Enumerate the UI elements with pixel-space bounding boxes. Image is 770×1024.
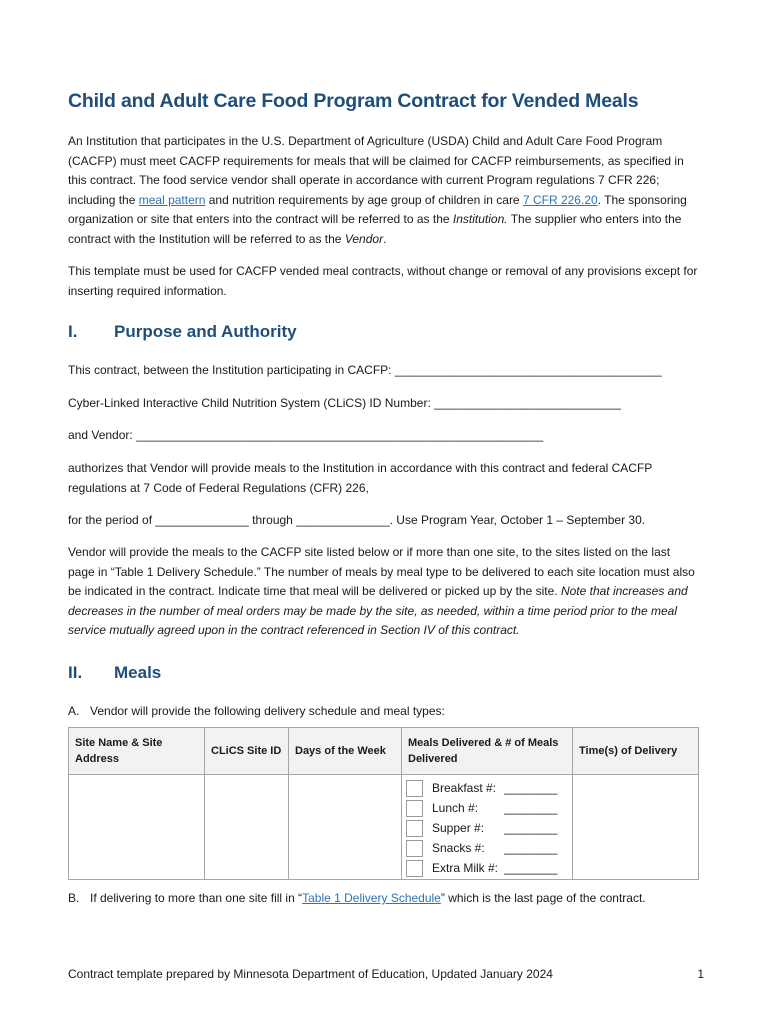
cfr-226-20-link[interactable]: 7 CFR 226.20 bbox=[522, 192, 598, 207]
intro-text-1: An Institution that participates in the U.S. Department of Agriculture (USDA) Child and Adult Care Food Program (CACFP) must meet CACFP requirements for meals that will be claimed for CACFP reimbursements, as specified in this contract. The food service vendor shall operate in accordance with current Program regulations 7 CFR 226; including the bbox=[68, 134, 684, 207]
footer-text: Contract template prepared by Minnesota Department of Education, Updated January 2024 bbox=[68, 967, 553, 981]
authorization-text: authorizes that Vendor will provide meals to the Institution in accordance with this contract and federal CACFP regulations at 7 Code of Federal Regulations (CFR) 226, bbox=[68, 461, 653, 495]
page-footer bbox=[68, 967, 704, 981]
lunch-label: Lunch #: bbox=[432, 801, 479, 815]
item-a-letter: A. bbox=[68, 704, 80, 718]
item-b-letter: B. bbox=[68, 891, 80, 905]
site-name-cell[interactable] bbox=[69, 775, 205, 880]
meal-pattern-link[interactable]: meal pattern bbox=[138, 192, 206, 207]
header-days-of-week: Days of the Week bbox=[289, 728, 402, 775]
contract-period-line[interactable]: for the period of ______________ through ______________. Use Program Year, October 1 – September 30. bbox=[68, 513, 646, 527]
intro-text-2: and nutrition requirements by age group of children in care bbox=[205, 192, 523, 207]
header-delivery-times: Time(s) of Delivery bbox=[573, 728, 699, 775]
section-2-number: II. bbox=[68, 663, 83, 682]
item-a bbox=[68, 702, 445, 720]
table-header-row bbox=[69, 728, 699, 775]
intro-text-4: The supplier who enters into the contract with the Institution will be referred to as the bbox=[68, 212, 682, 246]
snacks-checkbox[interactable] bbox=[406, 840, 423, 857]
item-b-text-2: ” which is the last page of the contract. bbox=[440, 891, 646, 905]
supper-checkbox[interactable] bbox=[406, 820, 423, 837]
lunch-count-field[interactable]: ________ bbox=[504, 801, 558, 815]
snacks-label: Snacks #: bbox=[432, 841, 485, 855]
clics-site-id-cell[interactable] bbox=[205, 775, 289, 880]
page-number: 1 bbox=[697, 967, 704, 981]
vendor-delivery-paragraph bbox=[68, 543, 700, 641]
vendor-delivery-text: Vendor will provide the meals to the CACFP site listed below or if more than one site, to the sites listed on the last page in “Table 1 Delivery Schedule.” The number of meals by meal type to be delivered to each site location must also be indicated in the contract. Indicate time that meal will be delivered or picked up by the site. bbox=[68, 545, 695, 598]
header-clics-site-id: CLiCS Site ID bbox=[205, 728, 289, 775]
intro-text-3: . The sponsoring organization or site that enters into the contract will be referred to as the bbox=[68, 192, 687, 226]
document-title: Child and Adult Care Food Program Contract for Vended Meals bbox=[68, 90, 639, 112]
item-b-text-1: If delivering to more than one site fill in “ bbox=[90, 891, 303, 905]
table-1-delivery-schedule-link[interactable]: Table 1 Delivery Schedule bbox=[302, 891, 441, 905]
item-a-text: Vendor will provide the following delivery schedule and meal types: bbox=[90, 704, 445, 718]
delivery-schedule-table bbox=[68, 727, 699, 880]
snacks-count-field[interactable]: ________ bbox=[504, 841, 558, 855]
meal-option-extra-milk bbox=[402, 858, 572, 878]
table-row bbox=[69, 775, 699, 880]
template-note: This template must be used for CACFP vended meal contracts, without change or removal of any provisions except for inserting required information. bbox=[68, 264, 698, 298]
lunch-checkbox[interactable] bbox=[406, 800, 423, 817]
section-1-title: Purpose and Authority bbox=[114, 322, 297, 341]
days-cell[interactable] bbox=[289, 775, 402, 880]
section-1-number: I. bbox=[68, 322, 78, 341]
section-2-title: Meals bbox=[114, 663, 162, 682]
meal-option-lunch bbox=[402, 798, 572, 818]
section-1-heading bbox=[68, 322, 297, 342]
breakfast-label: Breakfast #: bbox=[432, 781, 497, 795]
vendor-term: Vendor bbox=[344, 231, 384, 246]
extra-milk-label: Extra Milk #: bbox=[432, 861, 499, 875]
vendor-delivery-note: Note that increases and decreases in the number of meal orders may be made by the site, as needed, within a time period prior to the meal service mutually agreed upon in the contract referenced in Section IV of this contract. bbox=[68, 584, 688, 637]
supper-label: Supper #: bbox=[432, 821, 485, 835]
clics-id-line[interactable]: Cyber-Linked Interactive Child Nutrition System (CLiCS) ID Number: ____________________________ bbox=[68, 396, 621, 410]
meals-cell bbox=[402, 775, 573, 880]
delivery-time-cell[interactable] bbox=[573, 775, 699, 880]
institution-line[interactable]: This contract, between the Institution participating in CACFP: ________________________________________ bbox=[68, 363, 662, 377]
extra-milk-count-field[interactable]: ________ bbox=[504, 861, 558, 875]
section-2-heading bbox=[68, 663, 161, 683]
institution-term: Institution. bbox=[452, 212, 508, 226]
header-meals-delivered: Meals Delivered & # of Meals Delivered bbox=[402, 728, 573, 775]
meal-option-breakfast bbox=[402, 778, 572, 798]
meal-option-supper bbox=[402, 818, 572, 838]
extra-milk-checkbox[interactable] bbox=[406, 860, 423, 877]
breakfast-count-field[interactable]: ________ bbox=[504, 781, 558, 795]
vendor-line[interactable]: and Vendor: _____________________________________________________________ bbox=[68, 428, 544, 442]
intro-paragraph bbox=[68, 132, 698, 249]
meal-option-snacks bbox=[402, 838, 572, 858]
meal-checklist bbox=[402, 775, 572, 878]
item-b bbox=[68, 889, 646, 907]
breakfast-checkbox[interactable] bbox=[406, 780, 423, 797]
header-site-name: Site Name & Site Address bbox=[69, 728, 205, 775]
supper-count-field[interactable]: ________ bbox=[504, 821, 558, 835]
intro-text-5: . bbox=[383, 231, 387, 246]
